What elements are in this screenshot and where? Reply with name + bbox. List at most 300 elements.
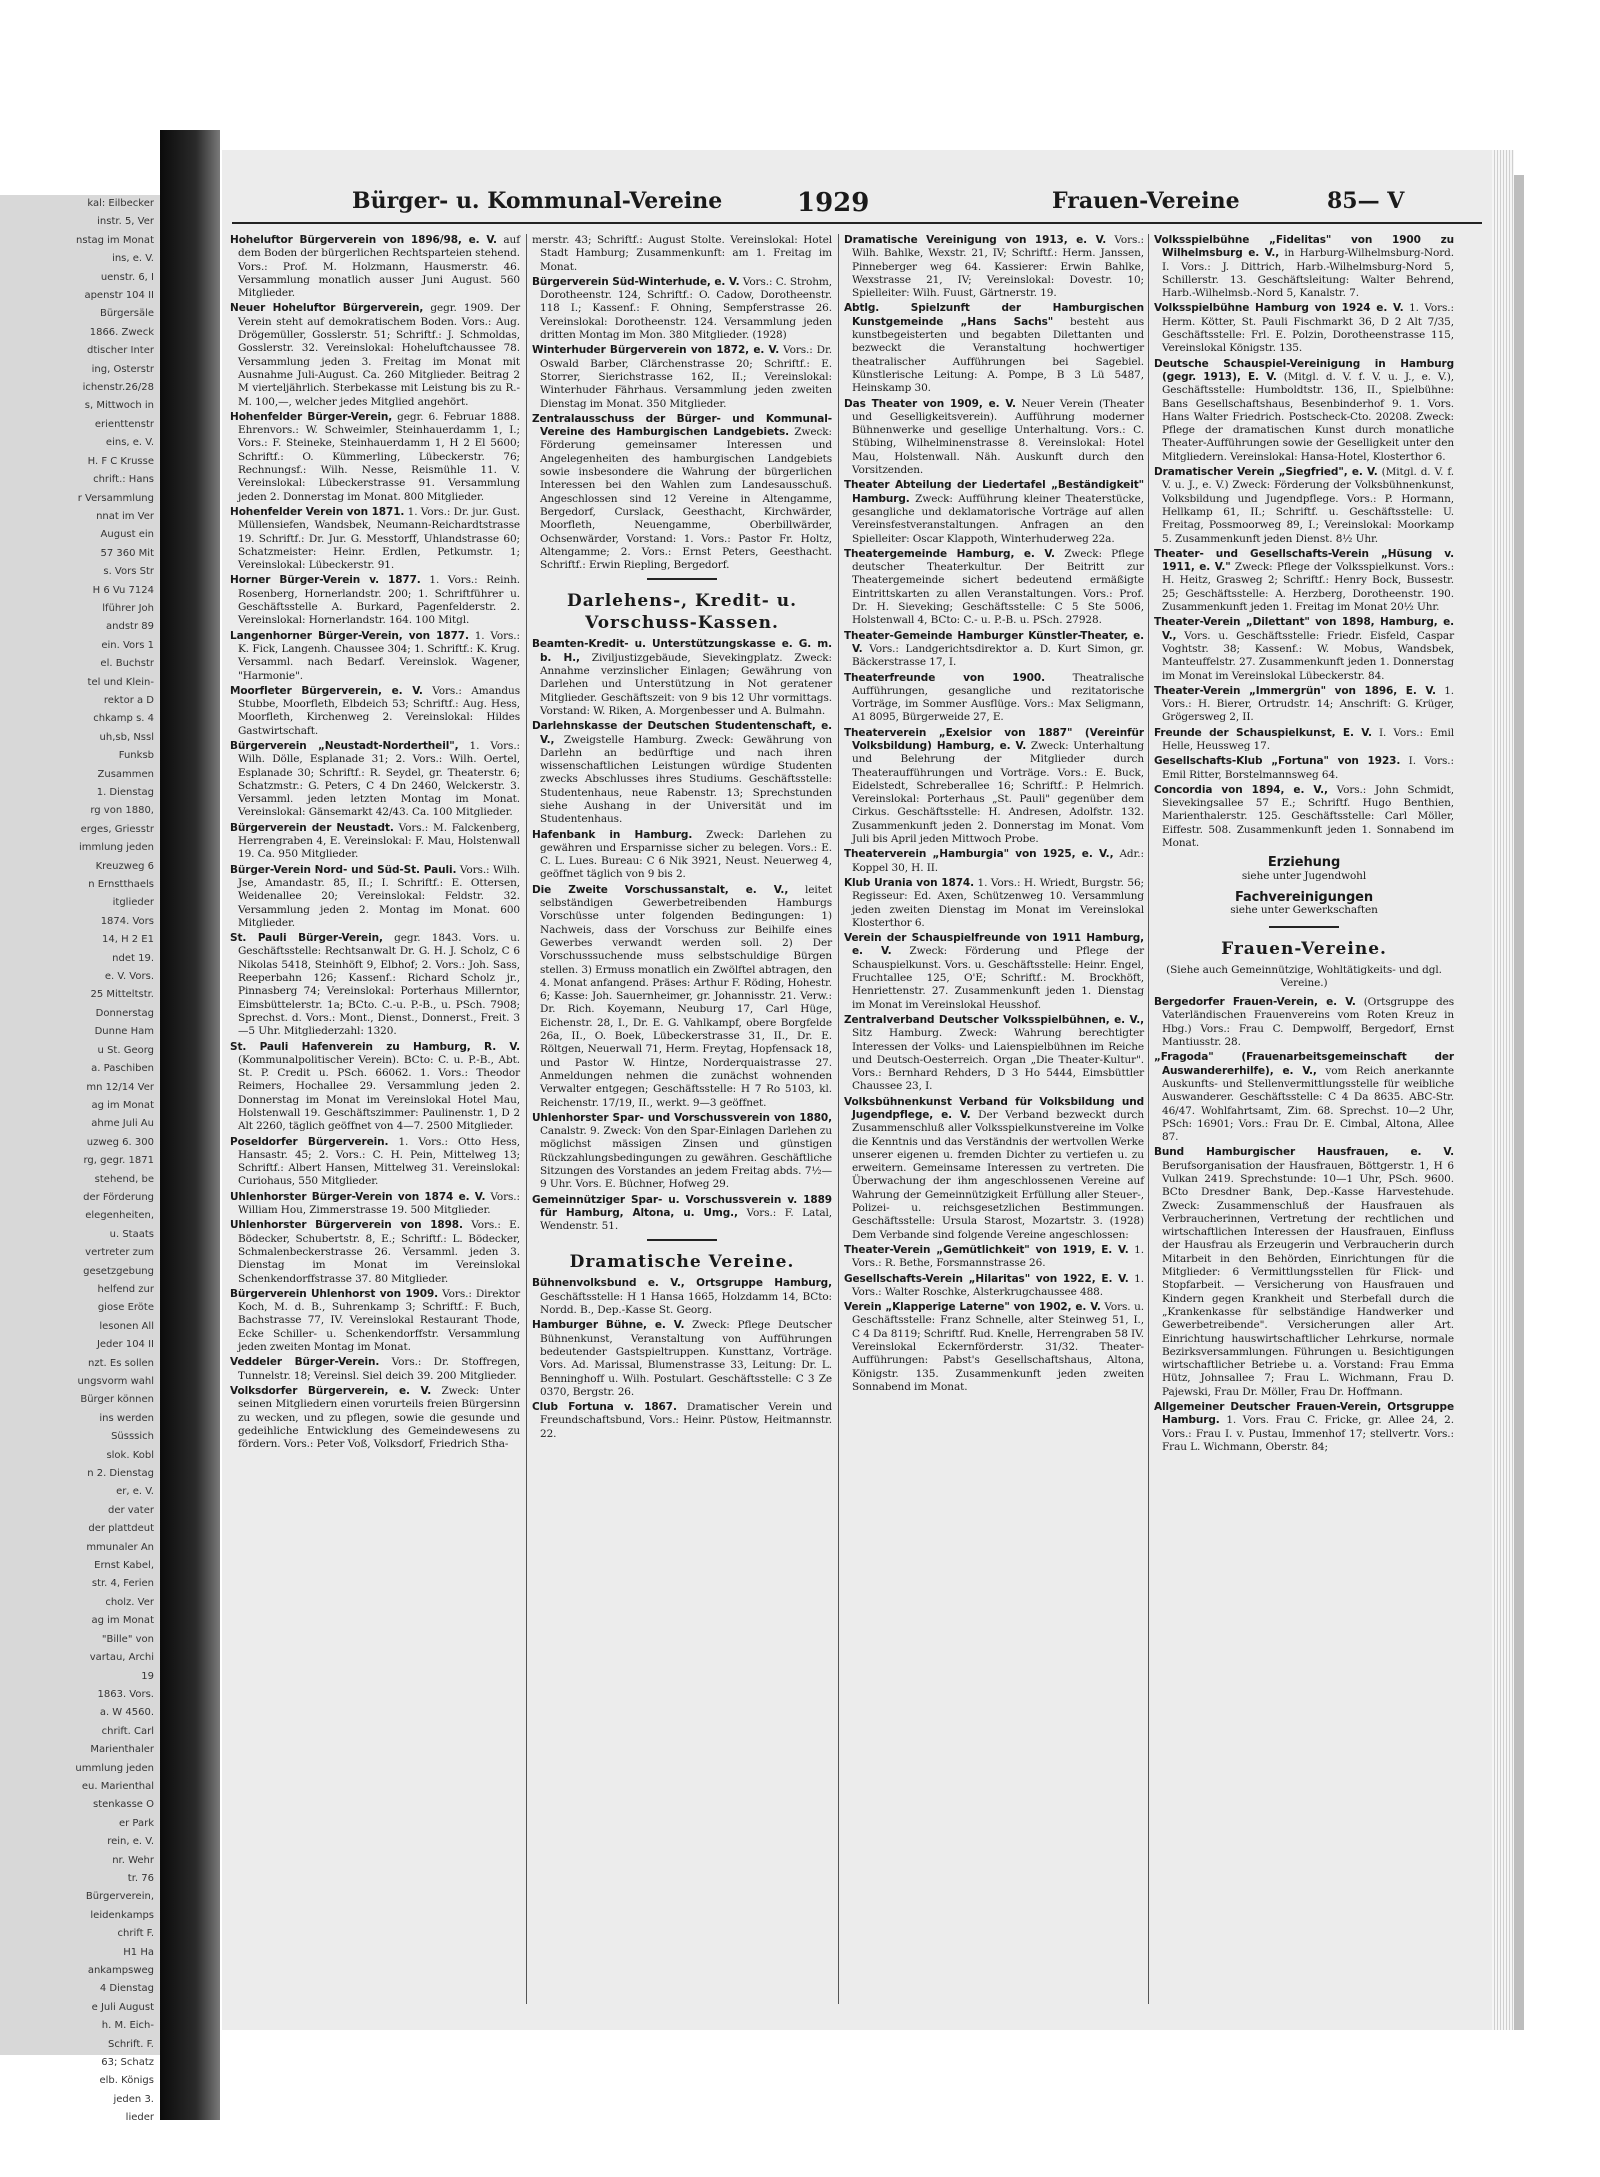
entry-name: Theater-Gemeinde Hamburger Künstler-Theater, e. V. <box>844 629 1144 655</box>
entry-text: gegr. 6. Februar 1888. Ehrenvors.: W. Schweimler, Steinhauerdamm 1, I.; Vors.: F. Steineke, Steinhauerdamm 1, H 2 El 5600; Schriftf.: O. Kümmerling, Lübeckerstr. 76; Rechnungsf.: Wilh. Nesse, Reismühle 11. V. Vereinslokal: Lübeckerstrasse 91. Versammlung jeden 2. Donnerstag im Monat. 800 Mitglieder. <box>238 410 520 503</box>
directory-entry <box>844 302 1144 395</box>
entry-text: Zweigstelle Hamburg. Zweck: Gewährung von Darlehn an bedürftige und nach ihren wissenschaftlichen Leistungen würdige Studenten zwecks Abschlusses ihres Studiums. Geschäftsstelle: Studentenhaus, neue Rabenstr. 13; Sprechstunden siehe Aushang in der Universität und im Studentenhaus. <box>540 733 833 826</box>
entry-text: Vors.: Wilh. Bahlke, Wexstr. 21, IV; Schriftf.: Herm. Janssen, Pinneberger weg 64. Kassierer: Erwin Bahlke, Wexstrasse 21, IV; Vereinslokal: Dovestr. 10; Spielleiter: Wilh. Fuust, Gärtnerstr. 19. <box>852 234 1144 300</box>
left-page-text-line: Dunne Ham <box>94 1026 154 1038</box>
section-rule <box>1269 926 1339 928</box>
left-page-text-line: Marienthaler <box>90 1744 154 1756</box>
left-page-text-line: Bürger können <box>80 1394 154 1406</box>
directory-entry <box>844 1096 1144 1242</box>
left-page-text-line: andstr 89 <box>106 621 154 633</box>
entry-text: Canalstr. 9. Zweck: Von den Spar-Einlagen Darlehen zu möglichst mässigen Zinsen und günstigen Rückzahlungsbedingungen zu gewähren. Geschäftliche Sitzungen des Vorstandes an jedem Freitag abds. 7½—9 Uhr. Vors. E. Büchner, Hofweg 29. <box>540 1125 832 1191</box>
entry-text: Ziviljustizgebäude, Sievekingplatz. Zweck: Annahme verzinslicher Einlagen; Gewährung von Darlehen und Unterstützung in Not geratener Mitglieder. Geschäftszeit: von 9 bis 12 Uhr vormittags. Vorstand: W. Riken, A. Morgenbesser und A. Bulmahn. <box>540 651 832 717</box>
directory-entry <box>230 1385 520 1451</box>
header-year: 1929 <box>797 188 870 218</box>
left-page-text-line: vertreter zum <box>85 1247 154 1259</box>
entry-text: 1. Vors.: Otto Hess, Hansastr. 45; 2. Vors.: C. H. Pein, Mittelweg 13; Schriftf.: Albert Hansen, Mittelweg 31. Vereinslokal: Curiohaus, 550 Mitglieder. <box>238 1135 520 1188</box>
directory-entry <box>532 1319 832 1399</box>
entry-name: Gemeinnütziger Spar- u. Vorschussverein v. 1889 für Hamburg, Altona, u. Umg., <box>532 1193 832 1219</box>
entry-name: Theater Abteilung der Liedertafel „Beständigkeit" Hamburg. <box>844 479 1144 505</box>
left-page-text-line: lesonen All <box>99 1320 154 1332</box>
left-page-text-line: chrift.: Hans <box>93 474 154 486</box>
left-page-text-line: erienttenstr <box>94 418 154 430</box>
entry-name: Horner Bürger-Verein v. 1877. <box>230 574 421 587</box>
entry-text: Vors.: Wilh. Jse, Amandastr. 85, II.; I. Schriftf.: E. Ottersen, Weidenallee 20; Vereinslokal: Feldstr. 32. Versammlung jeden 2. Montag im Monat. 600 Mitglieder. <box>238 863 520 929</box>
left-page-text-line: Zusammen <box>97 768 154 780</box>
section-heading: Darlehens-, Kredit- u. Vorschuss-Kassen. <box>567 591 797 634</box>
entry-name: Dramatischer Verein „Siegfried", e. V. <box>1154 466 1378 479</box>
entry-text: Vors. u. Geschäftsstelle: Friedr. Eisfeld, Caspar Voghtstr. 38; Kassenf.: W. Mobus, Wandsbek, Manteuffelstr. 27. Zusammenkunft jeden 1. Donnerstag im Monat im Vereinslokal Lübeckerstr. 84. <box>1162 629 1454 682</box>
entry-name: Theaterverein „Exelsior von 1887" (Vereinfür Volksbildung) Hamburg, e. V. <box>844 726 1144 752</box>
entry-text: 1. Vors.: Herm. Kötter, St. Pauli Fischmarkt 36, D 2 Alt 7/35, Geschäftsstelle: Frl. E. Polzin, Dorotheenstrasse 115, Vereinslokal Königstr. 135. <box>1162 302 1454 355</box>
left-page-text-line: s. Vors Str <box>103 566 154 578</box>
left-page-text-line: Süsssich <box>111 1431 154 1443</box>
section-heading: Frauen-Vereine. <box>1221 938 1387 959</box>
entry-text: Zweck: Pflege Deutscher Bühnenkunst, Veranstaltung von Aufführungen bedeutender Gastspieltruppen. Kunsttanz, Vorträge. Vors. Ad. Marissal, Blumenstrasse 33, Leitung: Dr. L. Benninghoff u. Wilh. Postulart. Geschäftsstelle: C 3 Ze 0370, Bergstr. 26. <box>540 1319 832 1398</box>
left-page-text-line: H. F C Krusse <box>87 455 154 467</box>
entry-name: Bühnenvolksbund e. V., Ortsgruppe Hamburg, <box>532 1277 832 1290</box>
directory-entry <box>1154 234 1454 300</box>
left-page-text-line: itglieder <box>112 897 154 909</box>
entry-text: Vors.: Dr. Stoffregen, Tunnelstr. 18; Vereinsl. Siel deich 39. 200 Mitglieder. <box>238 1356 520 1382</box>
left-page-text-line: Schrift. F. <box>107 2038 154 2050</box>
entry-name: Uhlenhorster Bürger-Verein von 1874 e. V. <box>230 1190 486 1203</box>
column-4 <box>1154 234 1454 2004</box>
left-page-text-line: chkamp s. 4 <box>93 713 154 725</box>
left-page-text-line: er, e. V. <box>116 1486 154 1498</box>
entry-text: Theatralische Aufführungen, gesangliche und rezitatorische Vorträge, im Sommer Ausflüge. Vors.: Max Seligmann, A1 8095, Bürgerweide 27, E. <box>852 671 1144 724</box>
left-page-text-line: ein. Vors 1 <box>101 639 154 651</box>
entry-name: Die Zweite Vorschussanstalt, e. V., <box>532 883 789 896</box>
left-page-text-line: mmunaler An <box>86 1541 154 1553</box>
entry-text: Zweck: Förderung gemeinsamer Interessen und Angelegenheiten des hamburgischen Landgebiets sowie insbesondere die Wahrung der bürgerlichen Interessen bei den Wahlen zum Landesausschuß. Angeschlossen sind 12 Vereine in Altengamme, Bergedorf, Curslack, Geesthacht, Kirchwärder, Moorfleth, Neuengamme, Oberbillwärder, Ochsenwärder, Vorstand: 1. Vors.: Pastor Fr. Holtz, Altengamme; 2. Vors.: Ernst Peters, Geesthacht. Schriftf.: Erwin Riepling, Bergedorf. <box>540 426 832 572</box>
left-page-text-line: mn 12/14 Ver <box>86 1081 154 1093</box>
left-page-text-line: apenstr 104 II <box>84 290 154 302</box>
entry-text: Geschäftsstelle: H 1 Hansa 1665, Holzdamm 14, BCto: Nordd. B., Dep.-Kasse St. Georg. <box>540 1290 832 1317</box>
entry-text: Adr.: Koppel 30, H. II. <box>852 848 1144 874</box>
entry-text: 1. Vors.: Wilh. Dölle, Esplanade 31; 2. Vors.: Wilh. Oertel, Esplanade 30; Schriftf.: R. Seydel, gr. Theaterstr. 6; Schatzmstr.: G. Peters, C 4 Dn 2460, Welckerstr. 3. Versamml. jeden letzten Montag im Monat. Vereinslokal: Gänsemarkt 42/43. Ca. 100 Mitglieder. <box>238 739 520 819</box>
left-page-text-line: rein, e. V. <box>107 1836 154 1848</box>
directory-entry <box>1154 784 1454 850</box>
left-page-text-line: ungsvorm wahl <box>77 1376 154 1387</box>
directory-entry <box>1154 1146 1454 1399</box>
directory-entry <box>1154 358 1454 464</box>
left-page-text-line: u St. Georg <box>97 1044 154 1056</box>
directory-entry <box>532 344 832 410</box>
left-page-text-line: 19 <box>141 1670 154 1682</box>
directory-entry <box>532 1401 832 1441</box>
directory-entry <box>230 740 520 820</box>
left-page-text-line: der Förderung <box>83 1191 154 1203</box>
header-page-number: 85— V <box>1327 188 1405 214</box>
left-page-text-line: rektor a D <box>103 694 154 706</box>
entry-name: Theaterfreunde von 1900. <box>844 671 1045 684</box>
entry-text: Zweck: Darlehen zu gewähren und Ersparnisse sicher zu belegen. Vors.: E. C. L. Lues. Bureau: C 6 Nik 3921, Neust. Neuerweg 4, geöffnet täglich von 9 bis 2. <box>540 828 832 881</box>
left-page-text-line: cholz. Ver <box>105 1596 154 1608</box>
subsection-note: siehe unter Jugendwohl <box>1241 869 1367 882</box>
entry-name: Uhlenhorster Bürgerverein von 1898. <box>230 1219 463 1232</box>
entry-name: Theatergemeinde Hamburg, e. V. <box>844 547 1055 560</box>
directory-entry <box>844 727 1144 847</box>
left-page-text-line: Funksb <box>118 750 154 762</box>
entry-text: Zweck: Unter seinen Mitgliedern einen vorurteils freien Bürgersinn zu wecken, und zu pflegen, sowie die gesunde und gedeihliche Entwicklung des Gemeindewesens zu fördern. Vors.: Peter Voß, Volksdorf, Friedrich Stha- <box>238 1384 520 1451</box>
left-page-text-line: nnat im Ver <box>96 510 154 522</box>
entry-text: Zweck: Aufführung kleiner Theaterstücke, gesangliche und deklamatorische Vorträge auf allen Vereinsfestveranstaltungen. Anfragen an den Spielleiter: Oscar Klappoth, Winterhuderweg 22a. <box>852 492 1144 545</box>
left-page-text-line: rg, gegr. 1871 <box>83 1155 154 1167</box>
entry-text: 1. Vors.: H. Bierer, Ortrudstr. 14; Anschrift: G. Krüger, Grögersweg 2, II. <box>1162 684 1455 724</box>
entry-name: Winterhuder Bürgerverein von 1872, e. V. <box>532 344 780 357</box>
left-page-text-line: "Bille" von <box>101 1633 154 1645</box>
entry-name: St. Pauli Bürger-Verein, <box>230 932 383 945</box>
entry-text: in Harburg-Wilhelmsburg-Nord. I. Vors.: J. Dittrich, Harb.-Wilhelmsburg-Nord 5, Schillerstr. 13. Geschäftsleitung: Walter Behrend, Harb.-Wilhelmsb.-Nord 5, Kanalstr. 7. <box>1162 247 1454 300</box>
left-page-text-line: dtischer Inter <box>86 345 154 357</box>
directory-entry <box>844 1301 1144 1394</box>
column-2 <box>532 234 832 2004</box>
left-page-text-line: 57 360 Mit <box>100 547 154 559</box>
directory-entry <box>844 848 1144 875</box>
directory-entry <box>1154 466 1454 546</box>
left-page-text-line: 1866. Zweck <box>89 326 154 338</box>
directory-entry <box>230 1288 520 1354</box>
left-page-text-line: str. 4, Ferien <box>91 1578 154 1590</box>
left-page-text-line: e Juli August <box>91 2001 154 2013</box>
section-heading: Dramatische Vereine. <box>569 1252 795 1273</box>
left-page-text-line: 25 Mitteltstr. <box>90 989 154 1001</box>
entry-text: Zweck: Unterhaltung und Belehrung der Mitglieder durch Theateraufführungen und Vorträge. Vors.: E. Buck, Eidelstedt, Schreberallee 16; Schriftf.: P. Helmrich. Vereinslokal: Porterhaus „St. Pauli" gegenüber dem Cirkus. Geschäftsstelle: H. Andresen, Adolfstr. 132. Zusammenkunft jeden 2. Donnerstag im Monat. Vom Juli bis April jeden Mittwoch Probe. <box>852 739 1144 846</box>
directory-entry <box>844 479 1144 545</box>
directory-entry <box>230 1356 520 1383</box>
directory-entry <box>532 276 832 342</box>
subsection-note: siehe unter Gewerkschaften <box>1230 904 1378 917</box>
book-gutter <box>160 130 220 2120</box>
entry-name: Bürgerverein der Neustadt. <box>230 821 394 834</box>
directory-entry <box>844 234 1144 300</box>
entry-name: Zentralausschuss der Bürger- und Kommunal-Vereine des Hamburgischen Landgebiets. <box>532 412 832 439</box>
left-page-text-line: eins, e. V. <box>105 437 154 449</box>
entry-name: Club Fortuna v. 1867. <box>532 1401 677 1414</box>
entry-name: Poseldorfer Bürgerverein. <box>230 1135 389 1148</box>
entry-name: Beamten-Kredit- u. Unterstützungskasse e. G. m. b. H., <box>532 638 832 664</box>
directory-entry <box>230 1191 520 1218</box>
left-page-text-line: 14, H 2 E1 <box>101 934 154 946</box>
entry-name: Hafenbank in Hamburg. <box>532 828 693 841</box>
left-page-text-line: 4 Dienstag <box>99 1983 154 1995</box>
entry-text: Zweck: Förderung und Pflege der Schauspielkunst. Vors. u. Geschäftsstelle: Heinr. Engel, Fruchtallee 125, O'E; Schriftf.: M. Brockhöft, Henriettenstr. 27. Zusammenkunft jeden 1. Dienstag im Monat im Vereinslokal Heusshof. <box>852 945 1144 1011</box>
left-page-text-line: helfend zur <box>97 1283 154 1295</box>
entry-text: Vors.: Landgerichtsdirektor a. D. Kurt Simon, gr. Bäckerstrasse 17, I. <box>852 642 1144 669</box>
entry-text: I. Vors.: Emil Helle, Heussweg 17. <box>1162 726 1454 752</box>
entry-text: Zweck: Pflege deutscher Theaterkultur. Der Beitritt zur Theatergemeinde sichert bedeutend ermäßigte Eintrittskarten zu allen Veranstaltungen. Vors.: Prof. Dr. H. Sieveking; Geschäftsstelle: C 5 Ste 5006, Holstenwall 4, BCto: C.- u. P.-B. u. PSch. 27928. <box>852 547 1145 627</box>
entry-text: I. Vors.: Emil Ritter, Borstelmannsweg 64. <box>1162 755 1454 781</box>
left-page-text-line: Bürgersäle <box>99 308 154 320</box>
entry-text: Der Verband bezweckt durch Zusammenschluß aller Volksspielkunstvereine im Volke die Kenntnis und das Verständnis der wertvollen Werke unserer eigenen u. fremden Dichter zu vertiefen u. zu erweitern. Gemeinsame Interessen zu vertreten. Die Überwachung der ihm angeschlossenen Vereine auf Wahrung der Gemeinnützigkeit Erfüllung aller Steuer-, Polizei- u. reichsgesetzlichen Bestimmungen. Geschäftsstelle: Ursula Starost, Mozartstr. 3. (1928) Dem Verbande sind folgende Vereine angeschlossen: <box>852 1109 1144 1241</box>
entry-name: Zentralverband Deutscher Volksspielbühnen, e. V., <box>844 1013 1144 1026</box>
column-divider <box>526 234 527 2004</box>
directory-entry <box>230 685 520 738</box>
left-page-text-line: n Ernstthaels <box>88 879 154 891</box>
entry-text: (Mitgl. d. V. f. V. u. J., e. V.) Zweck: Förderung der Volksbühnenkunst, Volksbildung und Jugendpflege. Vors.: P. Hormann, Hellkamp 61, II.; Schriftf. u. Geschäftsstelle: U. Freitag, Possmoorweg 89, I.; Vereinslokal: Moorkamp 5. Zusammenkunft jeden Dienst. 8½ Uhr. <box>1162 466 1454 545</box>
left-page-text-line: ahme Juli Au <box>91 1118 154 1130</box>
left-page-text-line: e. V. Vors. <box>104 971 154 983</box>
entry-name: Bürger-Verein Nord- und Süd-St. Pauli. <box>230 863 457 876</box>
directory-entry <box>230 932 520 1038</box>
left-page-text-line: el. Buchstr <box>100 658 154 670</box>
directory-entry <box>230 822 520 862</box>
entry-name: Veddeler Bürger-Verein. <box>230 1356 380 1369</box>
left-page-text-line: Bürgerverein, <box>85 1891 154 1903</box>
page-edge <box>1492 150 1514 2030</box>
left-page-text-line: uh,sb, Nssl <box>99 731 154 743</box>
left-page-text-line: instr. 5, Ver <box>97 216 154 228</box>
entry-name: Das Theater von 1909, e. V. <box>844 397 1016 410</box>
entry-text: auf dem Boden der bürgerlichen Rechtsparteien stehend. Vors.: Prof. M. Holzmann, Hausmerstr. 46. Versammlung monatlich ausser Juni August. 560 Mitglieder. <box>238 234 520 300</box>
entry-name: Neuer Hoheluftor Bürgerverein, <box>230 302 424 315</box>
entry-text: Vors.: Direktor Koch, M. d. B., Suhrenkamp 3; Schriftf.: F. Buch, Bachstrasse 77, IV. Vereinslokal Restaurant Thode, Ecke Schiller- u. Schenkendorffstr. Versammlung jeden zweiten Montag im Monat. <box>238 1287 520 1354</box>
directory-entry <box>230 302 520 408</box>
directory-entry <box>1154 302 1454 355</box>
entry-name: Volksspielbühne „Fidelitas" von 1900 zu Wilhelmsburg e. V., <box>1154 234 1454 260</box>
entry-text: Vors.: Dr. Oswald Barber, Clärchenstrasse 20; Schriftf.: E. Storrer, Sierichstrasse 162, II.; Vereinslokal: Winterhuder Fährhaus. Versammlung jeden zweiten Dienstag im Monat. 350 Mitglieder. <box>540 344 832 410</box>
entry-name: Bürgerverein „Neustadt-Nordertheil", <box>230 739 459 752</box>
entry-text: Sitz Hamburg. Zweck: Wahrung berechtigter Interessen der Volks- und Laienspielbühnen im Reiche und Deutsch-Oesterreich. Organ „Die Theater-Kultur". Vors.: Bernhard Rehders, D 3 Ho 5444, Eimsbüttler Chaussee 23, I. <box>852 1027 1144 1093</box>
entry-name: Bund Hamburgischer Hausfrauen, e. V. <box>1154 1146 1454 1159</box>
left-page-text-line: vartau, Archi <box>89 1652 154 1664</box>
left-page-text-line: er Park <box>118 1817 154 1829</box>
entry-name: Allgemeiner Deutscher Frauen-Verein, Ortsgruppe Hamburg. <box>1154 1401 1454 1427</box>
left-page-text-line: nr. Wehr <box>112 1854 154 1866</box>
left-page-text-line: der plattdeut <box>88 1523 154 1535</box>
left-page-text-line: s, Mittwoch in <box>84 400 154 412</box>
entry-name: Volksspielbühne Hamburg von 1924 e. V. <box>1154 302 1404 315</box>
entry-name: Langenhorner Bürger-Verein, von 1877. <box>230 629 469 642</box>
left-page-text-line: tr. 76 <box>127 1872 154 1884</box>
directory-entry <box>532 720 832 826</box>
left-page-text-line: a. Paschiben <box>91 1063 154 1075</box>
entry-text: Vors.: E. Bödecker, Schubertstr. 8, E.; Schriftf.: L. Bödecker, Schmalenbeckerstrasse 26. Versamml. jeden 3. Dienstag im Monat im Vereinslokal Schenkendorffstrasse 37. 80 Mitglieder. <box>238 1219 520 1285</box>
entry-name: Freunde der Schauspielkunst, E. V. <box>1154 726 1372 739</box>
left-page-text-line: Donnerstag <box>95 1007 154 1019</box>
directory-entry <box>532 1194 832 1234</box>
left-page-text-line: slok. Kobl <box>106 1449 154 1461</box>
directory-entry <box>844 630 1144 670</box>
directory-entry <box>1154 727 1454 754</box>
directory-entry <box>230 1041 520 1134</box>
entry-name: Theaterverein „Hamburgia" von 1925, e. V., <box>844 848 1114 861</box>
left-page-text-line: erges, Griesstr <box>80 823 154 835</box>
left-page-text-line: H 6 Vu 7124 <box>92 584 154 596</box>
entry-text: 1. Vors.: Walter Roschke, Alsterkrugchaussee 488. <box>852 1272 1144 1298</box>
directory-entry <box>532 638 832 718</box>
entry-name: Volksbühnenkunst Verband für Volksbildung und Jugendpflege, e. V. <box>844 1095 1144 1121</box>
entry-name: Hoheluftor Bürgerverein von 1896/98, e. V. <box>230 234 497 246</box>
left-page-text-line: chrift F. <box>117 1928 154 1940</box>
entry-text: Vors.: Amandus Stubbe, Moorfleth, Elbdeich 53; Schriftf.: Aug. Hess, Moorfleth, Kirchenweg 2. Vereinslokal: Hildes Gastwirtschaft. <box>238 684 520 737</box>
entry-name: Theater-Verein „Dilettant" von 1898, Hamburg, e. V., <box>1154 616 1454 642</box>
left-page-text-line: lführer Joh <box>102 602 154 614</box>
directory-entry <box>844 672 1144 725</box>
directory-entry <box>230 864 520 930</box>
directory-entry <box>230 411 520 504</box>
entry-name: Bergedorfer Frauen-Verein, e. V. <box>1154 996 1356 1009</box>
entry-text: (Mitgl. d. V. f. V. u. J., e. V.), Geschäftsstelle: Humboldtstr. 136, II., Spielbühne: Bans Gesellschaftshaus, Besenbinderhof 9. 1. Vors. Hans Walter Friedrich. Postscheck-Cto. 20208. Zweck: Pflege der dramatischen Kunst durch monatliche Theater-Aufführungen sowie der Geselligkeit unter den Mitgliedern. Vereinslokal: Hansa-Hotel, Klosterthor 6. <box>1162 370 1454 463</box>
entry-text: Neuer Verein (Theater und Geselligkeitsverein). Aufführung moderner Bühnenwerke und gesellige Unterhaltung. Vors.: C. Stübing, Wilhelminenstrasse 8. Vereinslokal: Hotel Mau, Holstenwall. Näh. Auskunft durch den Vorsitzenden. <box>852 397 1144 477</box>
column-3 <box>844 234 1144 2004</box>
directory-entry <box>230 1136 520 1189</box>
left-page-text-line: rg von 1880, <box>90 805 154 817</box>
left-page-text-line: eu. Marienthal <box>81 1780 154 1792</box>
directory-entry <box>230 1219 520 1285</box>
left-page-text-line: 1. Dienstag <box>96 787 154 798</box>
entry-name: Dramatische Vereinigung von 1913, e. V. <box>844 234 1107 246</box>
left-page-text-line: leidenkamps <box>90 1909 154 1921</box>
column-1 <box>230 234 520 2004</box>
directory-entry <box>532 234 832 274</box>
left-page-text-line: der vater <box>107 1504 154 1516</box>
left-page-text-line: giose Eröte <box>97 1302 154 1314</box>
directory-entry <box>844 877 1144 930</box>
directory-entry <box>1154 755 1454 782</box>
directory-page <box>222 150 1492 2030</box>
left-page-text-line: n 2. Dienstag <box>87 1468 154 1480</box>
entry-text: Zweck: Pflege der Volksspielkunst. Vors.: H. Heitz, Grasweg 2; Schriftf.: Henry Bock, Bussestr. 25; Geschäftsstelle: A. Herzberg, Dorotheenstr. 190. Zusammenkunft jeden 1. Freitag im Monat 20½ Uhr. <box>1162 561 1455 614</box>
entry-name: Hohenfelder Verein von 1871. <box>230 505 405 518</box>
entry-name: Abtlg. Spielzunft der Hamburgischen Kunstgemeinde „Hans Sachs" <box>844 302 1144 328</box>
left-page-text-line: chrift. Carl <box>101 1725 154 1737</box>
entry-text: Vors.: C. Strohm, Dorotheenstr. 124, Schriftf.: O. Cadow, Dorotheenstr. 118 I.; Kassenf.: F. Ohning, Sempferstrasse 26. Vereinslokal: Dorotheenstr. 124. Versammlung jeden dritten Montag im Mon. 380 Mitglieder. (1928) <box>540 275 832 342</box>
left-page-text-line: ankampsweg <box>87 1965 154 1976</box>
left-page-text-line: Ernst Kabel, <box>94 1560 154 1572</box>
left-page-text-line: 1874. Vors <box>100 915 154 927</box>
entry-text: Vors.: John Schmidt, Sievekingsallee 57 E.; Schriftf. Hugo Benthien, Marienthalerstr. 125. Geschäftsstelle: Carl Möller, Eiffestr. 508. Zusammenkunft jeden 1. Sonnabend im Monat. <box>1162 783 1454 850</box>
header-left-title: Bürger- u. Kommunal-Vereine <box>352 188 723 214</box>
left-page-text-line: u. Staats <box>109 1228 154 1240</box>
section-rule <box>647 578 717 580</box>
left-page-text-line: nstag im Monat <box>76 234 154 246</box>
entry-name: Deutsche Schauspiel-Vereinigung in Hamburg (gegr. 1913), E. V. <box>1154 357 1454 383</box>
entry-name: Verein der Schauspielfreunde von 1911 Hamburg, e. V. <box>844 932 1144 958</box>
directory-entry <box>1154 1051 1454 1144</box>
entry-name: Gesellschafts-Verein „Hilaritas" von 1922, E. V. <box>844 1272 1129 1285</box>
entry-text: gegr. 1843. Vors. u. Geschäftsstelle: Rechtsanwalt Dr. G. H. J. Scholz, C 6 Nikolas 5418, Steinhöft 9, Elbhof; 2. Vors.: Joh. Sass, Reeperbahn 126; Kassenf.: Richard Scholz jr., Pinnasberg 74; Vereinslokal: Porterhaus Millerntor, Eimsbüttelerstr. 1a; BCto. C.-u. P.-B., u. PSch. 7908; Sprechst. d. Vors.: Mont., Dienst., Donnerst., Freit. 3—5 Uhr. Mitgliederzahl: 1320. <box>238 932 521 1038</box>
directory-entry <box>844 932 1144 1012</box>
left-page-text-line: ichenstr.26/28 <box>82 382 154 394</box>
directory-entry <box>1154 548 1454 614</box>
entry-name: Uhlenhorster Spar- und Vorschussverein von 1880, <box>532 1111 832 1124</box>
entry-text: besteht aus kunstbegeisterten und begabten Dilettanten und bezweckt die Veranstaltung hochwertiger theatralischer Aufführungen bei Sagebiel. Künstlerische Leitung: A. Pompe, B 3 Lü 5487, Heinskamp 30. <box>852 315 1144 395</box>
entry-name: Theater-Verein „Gemütlichkeit" von 1919, E. V. <box>844 1243 1129 1256</box>
directory-entry <box>844 1244 1144 1271</box>
column-divider <box>838 234 839 2004</box>
header-right-title: Frauen-Vereine <box>1052 188 1240 214</box>
entry-text: 1. Vors.: H. Wriedt, Burgstr. 56; Regisseur: Ed. Axen, Schützenweg 10. Versammlung jeden zweiten Dienstag im Monat im Vereinslokal Klosterthor 6. <box>852 876 1144 929</box>
left-page-text-line: stenkasse O <box>93 1799 154 1811</box>
entry-name: Verein „Klapperige Laterne" von 1902, e. V. <box>844 1301 1101 1314</box>
left-page-text-line: ins werden <box>99 1412 154 1424</box>
directory-entry <box>230 506 520 572</box>
header-rule <box>232 222 1482 224</box>
directory-entry <box>230 574 520 627</box>
left-page-text-line: lieder <box>125 2112 154 2124</box>
entry-text: 1. Vors. Frau C. Fricke, gr. Allee 24, 2. Vors.: Frau I. v. Pustau, Immenhof 17; stellvertr. Vors.: Frau L. Wichmann, Oberstr. 84; <box>1162 1414 1454 1453</box>
subsection-heading: Fachvereinigungen <box>1234 889 1374 905</box>
entry-name: St. Pauli Hafenverein zu Hamburg, R. V. <box>230 1040 520 1053</box>
left-page-text-line: uzweg 6. 300 <box>86 1136 154 1148</box>
left-page-text-line: elegenheiten, <box>85 1210 154 1222</box>
left-page-text-line: H1 Ha <box>123 1946 154 1958</box>
left-page-text-line: nzt. Es sollen <box>88 1357 154 1369</box>
entry-text: Vors.: F. Latal, Wendenstr. 51. <box>540 1206 832 1233</box>
directory-entry <box>1154 1401 1454 1454</box>
entry-name: Bürgerverein Süd-Winterhude, e. V. <box>532 275 740 288</box>
left-page-text-line: gesetzgebung <box>83 1265 154 1277</box>
entry-text: Vors. u. Geschäftsstelle: Franz Schnelle, alter Steinweg 51, I., C 4 Da 8119; Schriftf. Rud. Knelle, Herrengraben 58 IV. Vereinslokal Eckernförderstr. 31/32. Theater-Aufführungen: Pabst's Gesellschaftshaus, Altona, Königstr. 135. Zusammenkunft jeden zweiten Sonnabend im Monat. <box>852 1301 1145 1393</box>
left-page-text-line: 1863. Vors. <box>97 1688 154 1700</box>
directory-entry <box>1154 685 1454 725</box>
entry-text: 1. Vors.: R. Bethe, Forsmannstrasse 26. <box>852 1243 1144 1270</box>
entry-name: „Fragoda" (Frauenarbeitsgemeinschaft der Auswandererhilfe), e. V., <box>1154 1051 1454 1077</box>
entry-name: Hamburger Bühne, e. V. <box>532 1319 685 1332</box>
subsection-heading: Erziehung <box>1267 855 1341 871</box>
entry-text: 1. Vors.: Dr. jur. Gust. Müllensiefen, Wandsbek, Neumann-Reichardtstrasse 19. Schriftf.: Dr. Jur. G. Messtorff, Uhlandstrasse 60; Schatzmeister: Heinr. Erdlen, Petkumstr. 1; Vereinslokal: Lübeckerstr. 91. <box>238 505 520 572</box>
entry-name: Moorfleter Bürgerverein, e. V. <box>230 684 423 697</box>
left-page-text-line: stehend, be <box>94 1173 154 1185</box>
entry-name: Klub Urania von 1874. <box>844 876 975 889</box>
entry-name: Darlehnskasse der Deutschen Studentenschaft, e. V., <box>532 720 832 746</box>
left-page-text-line: ins, e. V. <box>112 253 154 265</box>
left-page-text-line: elb. Königs <box>99 2075 154 2087</box>
left-page-text-line: 63; Schatz <box>101 2057 154 2069</box>
directory-entry <box>844 1014 1144 1094</box>
entry-name: Theater-Verein „Immergrün" von 1896, E. V. <box>1154 684 1436 697</box>
left-page-text-line: ummlung jeden <box>75 1762 154 1774</box>
directory-entry <box>532 829 832 882</box>
left-page-text-line: tel und Klein- <box>87 676 154 688</box>
section-rule <box>647 1239 717 1241</box>
entry-name: Bürgerverein Uhlenhorst von 1909. <box>230 1287 439 1300</box>
entry-text: leitet selbständigen Gewerbetreibenden Hamburgs Vorschüsse unter folgenden Bedingungen: 1) Nachweis, dass der Vorschuss zur Beihilfe eines Gewerbes verwandt werden soll. 2) Der Vorschusssuchende muss selbstschuldige Bürgen stellen. 3) Ermuss monatlich ein Zwölftel abtragen, den 4. Monat anfangend. Präses: Arthur F. Röding, Hohestr. 6; Kasse: Joh. Sauernheimer, gr. Johannisstr. 21. Verw.: Dr. Rich. Koyemann, Neuburg 17, Carl Hüge, Eichenstr. 28, I., Dr. E. G. Vahlkampf, obere Borgfelde 26a, II., O. Boek, Lübeckerstrasse 31, II., Dr. E. Röltgen, Neuerwall 71, Herm. Freytag, Hopfensack 18, und Pastor W. Hintze, Norderquaistrasse 27. Anmeldungen nehmen die zunächst wohnenden Verwalter entgegen; Geschäftsstelle: H 7 Ro 5103, kl. Reichenstr. 17/19, II., werkt. 9—3 geöffnet. <box>540 883 832 1109</box>
directory-entry <box>1154 616 1454 682</box>
directory-entry <box>230 234 520 300</box>
entry-text: merstr. 43; Schriftf.: August Stolte. Vereinslokal: Hotel Stadt Hamburg; Zusammenkunft: am 1. Freitag im Monat. <box>532 234 832 273</box>
left-page-text-line: ag im Monat <box>91 1099 154 1111</box>
directory-entry <box>532 1277 832 1317</box>
directory-entry <box>844 548 1144 628</box>
entry-name: Volksdorfer Bürgerverein, e. V. <box>230 1384 432 1397</box>
left-page-text-line: ing, Osterstr <box>91 363 154 375</box>
directory-entry <box>844 398 1144 478</box>
left-page-text-line: a. W 4560. <box>99 1707 154 1719</box>
entry-name: Theater- und Gesellschafts-Verein „Hüsung v. 1911, e. V." <box>1154 547 1454 574</box>
entry-text: 1. Vors.: Reinh. Rosenberg, Hornerlandstr. 200; 1. Schriftführer u. Geschäftsstelle A. Burkard, Pagenfelderstr. 2. Vereinslokal: Hornerlandstr. 164. 100 Mitgl. <box>238 574 520 627</box>
left-page-text-line: jeden 3. <box>113 2093 154 2105</box>
entry-text: gegr. 1909. Der Verein steht auf demokratischem Boden. Vors.: Aug. Drögemüller, Gosslerstr. 51; Schriftf.: J. Schmoldas, Gosslerstr. 32. Vereinslokal: Hoheluftchaussee 78. Versammlung jeden 3. Freitag im Monat mit Ausnahme Juli-August. Ca. 260 Mitglieder. Beitrag 2 M vierteljährlich. Sterbekasse mit Leistung bis zu R.-M. 100,—, welcher jedes Mitglied angehört. <box>238 302 520 408</box>
entry-text: Vors.: M. Falckenberg, Herrengraben 4, E. Vereinslokal: F. Mau, Holstenwall 19. Ca. 950 Mitglieder. <box>238 821 520 861</box>
entry-text: 1. Vors.: K. Fick, Langenh. Chaussee 304; 1. Schriftf.: K. Krug. Versamml. nach Bedarf. Vereinslok. Wagener, "Harmonie". <box>238 629 520 682</box>
directory-entry <box>1154 996 1454 1049</box>
left-page-text-line: immlung jeden <box>78 842 154 854</box>
section-note: (Siehe auch Gemeinnützige, Wohltätigkeits- und dgl. Vereine.) <box>1166 963 1442 989</box>
left-page-text-line: ndet 19. <box>112 952 154 964</box>
left-page-fragment <box>0 195 160 2124</box>
entry-text: vom Reich anerkannte Auskunfts- und Stellenvermittlungsstelle für weibliche Auswanderer. Geschäftsstelle: C 4 Da 8635. ABC-Str. 46/47. Wohlfahrtsamt, Zim. 68. Sprechst. 10—2 Uhr, PSch: 16901; Vors.: Frau Dr. E. Cimbal, Altona, Allee 87. <box>1162 1064 1454 1144</box>
entry-text: Dramatischer Verein und Freundschaftsbund, Vors.: Heinr. Püstow, Heitmannstr. 22. <box>540 1401 832 1440</box>
left-page-text-line: uenstr. 6, I <box>100 271 154 283</box>
directory-entry <box>532 884 832 1110</box>
running-header <box>222 188 1492 218</box>
entry-text: Berufsorganisation der Hausfrauen, Böttgerstr. 1, H 6 Vulkan 2419. Sprechstunde: 10—1 Uhr, PSch. 9600. BCto Dresdner Bank, Dep.-Kasse Harvestehude. Zweck: Zusammenschluß der Hausfrauen als Verbraucherinnen, Vertretung der rechtlichen und wirtschaftlichen Interessen der Hausfrauen, Einfluss der Hausfrau als Erzeugerin und Verbraucherin durch Mitarbeit in den Behörden, Einrichtungen für die Mitglieder: 6 Vermittlungsstellen für Flick- und Stopfarbeit. — Versicherung von Hausfrauen und Kindern gegen Krankheit und Sterbefall durch die „Krankenkasse für selbständige Handwerker und Gewerbetreibende". Versicherungen aller Art. Einrichtung hauswirtschaftlicher Lehrkurse, normale Bezirksversammlungen. Führungen u. Besichtigungen wirtschaftlicher Betriebe u. a. Vorstand: Frau Emma Hütz, Johnsallee 7; Frau L. Wichmann, Frau D. Pajewski, Frau Dr. Möller, Frau Dr. Hoffmann. <box>1162 1159 1454 1398</box>
entry-name: Gesellschafts-Klub „Fortuna" von 1923. <box>1154 755 1401 768</box>
left-page-text-line: h. M. Eich- <box>101 2020 154 2032</box>
page-edge-shadow <box>1514 175 1524 2030</box>
